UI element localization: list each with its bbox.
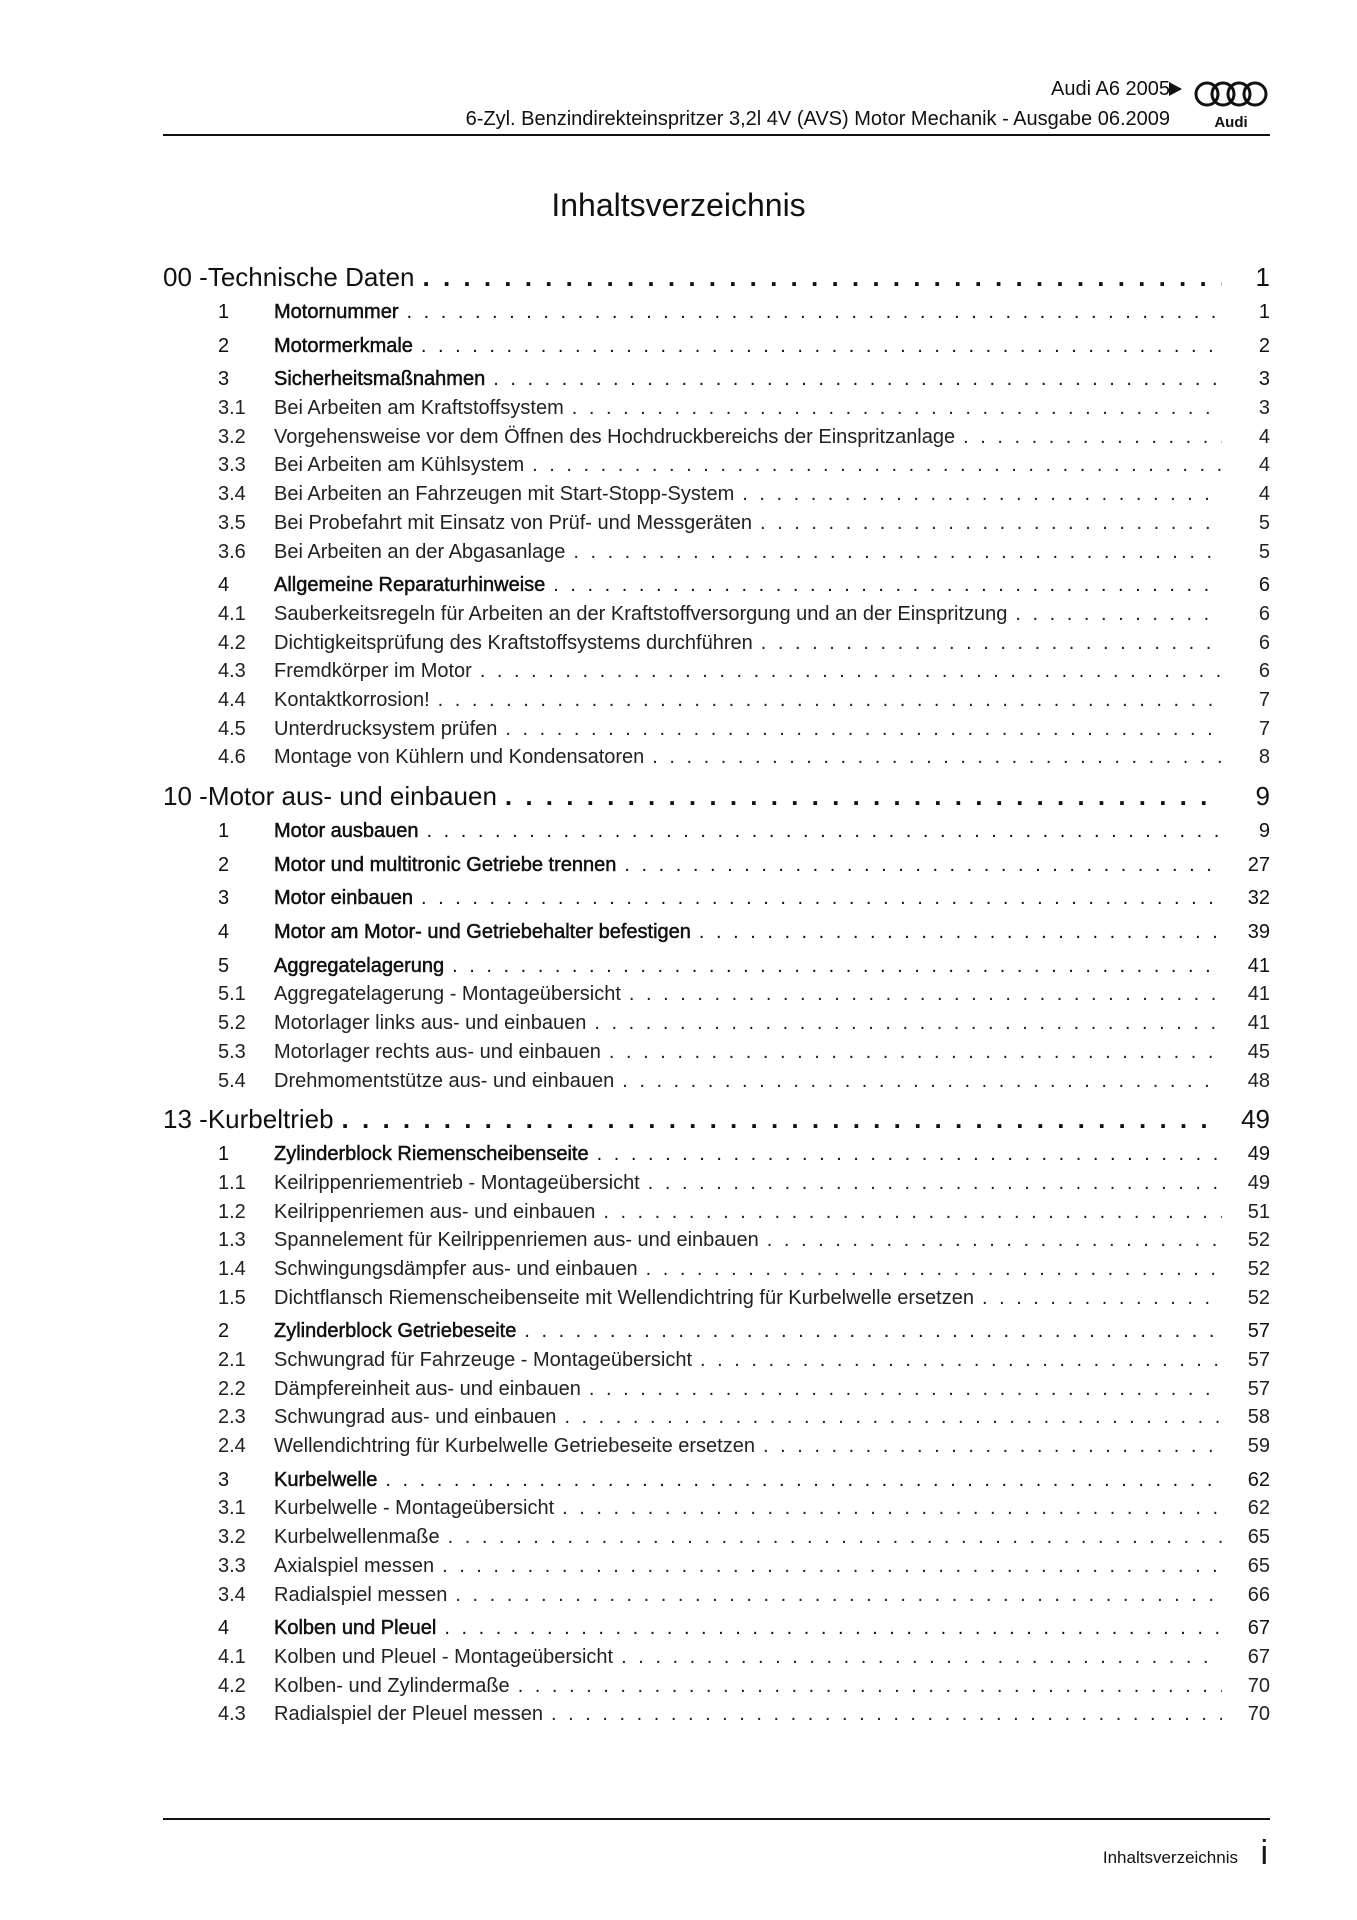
toc-entry-page: 39 — [1247, 921, 1270, 944]
toc-entry-label: Zylinderblock Getriebeseite — [274, 1320, 517, 1343]
toc-subsection-row[interactable] — [163, 1229, 1270, 1258]
toc-entry-label: Bei Arbeiten am Kraftstoffsystem — [274, 397, 564, 420]
toc-leader-dots — [442, 1555, 1222, 1578]
toc-entry-page: 27 — [1247, 853, 1270, 876]
toc-leader-dots — [648, 1172, 1222, 1195]
toc-section-row[interactable] — [163, 887, 1270, 916]
toc-section-row[interactable] — [163, 1469, 1270, 1498]
toc-entry-page: 9 — [1258, 820, 1270, 842]
toc-entry-number: 1.2 — [218, 1200, 246, 1223]
toc-entry-number: 1.5 — [218, 1286, 246, 1309]
toc-entry-number: 4 — [218, 1617, 230, 1640]
toc-chapter-row[interactable] — [163, 781, 1270, 815]
toc-entry-label: Motor aus- und einbauen — [207, 781, 497, 811]
toc-leader-dots — [564, 1406, 1222, 1429]
footer-rule — [163, 1818, 1270, 1820]
toc-entry-page: 6 — [1258, 602, 1270, 625]
toc-entry-label: Radialspiel der Pleuel messen — [274, 1703, 544, 1726]
toc-section-row[interactable] — [163, 854, 1270, 883]
toc-subsection-row[interactable] — [163, 397, 1270, 426]
toc-entry-label: Schwingungsdämpfer aus- und einbauen — [274, 1257, 638, 1280]
toc-entry-page: 1 — [1255, 262, 1270, 292]
toc-leader-dots — [963, 426, 1222, 449]
toc-subsection-row[interactable] — [163, 1526, 1270, 1555]
toc-entry-label: Aggregatelagerung - Montageübersicht — [274, 983, 621, 1006]
toc-subsection-row[interactable] — [163, 1497, 1270, 1526]
toc-entry-page: 8 — [1258, 746, 1270, 769]
toc-entry-label: Motor und multitronic Getriebe trennen — [274, 853, 617, 876]
toc-entry-label: Wellendichtring für Kurbelwelle Getriebeseite ersetzen — [274, 1435, 755, 1458]
page-footer — [163, 1818, 1270, 1872]
toc-entry-label: Sicherheitsmaßnahmen — [274, 368, 486, 391]
toc-entry-label: Motornummer — [274, 301, 399, 323]
toc-subsection-row[interactable] — [163, 1041, 1270, 1070]
toc-leader-dots — [761, 632, 1222, 655]
toc-subsection-row[interactable] — [163, 1703, 1270, 1732]
header-rule — [163, 134, 1270, 136]
toc-entry-label: Axialspiel messen — [274, 1554, 435, 1577]
toc-entry-label: Dämpfereinheit aus- und einbauen — [274, 1377, 581, 1400]
toc-entry-number: 3 — [218, 1468, 230, 1491]
table-of-contents — [163, 262, 1270, 1732]
toc-subsection-row[interactable] — [163, 541, 1270, 570]
toc-subsection-row[interactable] — [163, 1584, 1270, 1613]
toc-entry-number: 3.4 — [218, 1583, 246, 1606]
toc-entry-page: 49 — [1247, 1143, 1270, 1166]
toc-entry-number: 5.2 — [218, 1012, 246, 1035]
toc-entry-page: 58 — [1247, 1406, 1270, 1429]
audi-logo-icon — [1192, 80, 1270, 132]
toc-entry-label: Montage von Kühlern und Kondensatoren — [274, 746, 645, 769]
footer-section-name: Inhaltsverzeichnis — [1102, 1848, 1238, 1867]
toc-entry-page: 6 — [1258, 660, 1270, 683]
toc-entry-page: 7 — [1258, 688, 1270, 711]
toc-entry-number: 2 — [218, 1320, 230, 1343]
toc-leader-dots — [406, 301, 1222, 324]
toc-entry-number: 1 — [218, 820, 230, 842]
toc-entry-label: Unterdrucksystem prüfen — [274, 717, 498, 740]
toc-entry-number: 2.2 — [218, 1377, 246, 1400]
toc-leader-dots — [652, 746, 1222, 769]
toc-entry-number: 5.3 — [218, 1040, 246, 1063]
toc-entry-label: Kolben und Pleuel — [274, 1617, 437, 1640]
toc-entry-label: Aggregatelagerung — [274, 954, 445, 977]
toc-entry-label: Motorlager rechts aus- und einbauen — [274, 1040, 601, 1063]
toc-entry-page: 67 — [1247, 1645, 1270, 1668]
toc-subsection-row[interactable] — [163, 1378, 1270, 1407]
toc-section-row[interactable] — [163, 368, 1270, 397]
toc-entry-page: 1 — [1258, 301, 1270, 323]
toc-leader-dots — [452, 955, 1222, 978]
toc-leader-dots — [385, 1469, 1222, 1492]
toc-entry-label: Keilrippenriementrieb - Montageübersicht — [274, 1171, 640, 1194]
toc-entry-number: 4.2 — [218, 631, 246, 654]
toc-subsection-row[interactable] — [163, 483, 1270, 512]
toc-entry-label: Motor am Motor- und Getriebehalter befestigen — [274, 921, 691, 944]
toc-entry-label: Kurbelwelle - Montageübersicht — [274, 1497, 555, 1520]
toc-entry-number: 3.3 — [218, 1554, 246, 1577]
toc-entry-label: Bei Arbeiten am Kühlsystem — [274, 454, 525, 477]
toc-entry-label: Schwungrad für Fahrzeuge - Montageübersicht — [274, 1349, 693, 1371]
toc-entry-page: 49 — [1247, 1171, 1270, 1194]
toc-entry-page: 41 — [1247, 1012, 1270, 1035]
arrow-right-icon — [1169, 82, 1182, 96]
toc-entry-number: 3.2 — [218, 425, 246, 448]
toc-leader-dots — [423, 262, 1223, 293]
toc-leader-dots — [551, 1703, 1222, 1726]
toc-subsection-row[interactable] — [163, 1287, 1270, 1316]
toc-subsection-row[interactable] — [163, 1012, 1270, 1041]
toc-entry-number: 5.4 — [218, 1069, 246, 1092]
toc-entry-number: 2 — [218, 334, 230, 357]
toc-entry-label: Motorlager links aus- und einbauen — [274, 1012, 587, 1035]
toc-leader-dots — [629, 983, 1222, 1006]
toc-entry-page: 49 — [1241, 1104, 1270, 1135]
toc-entry-page: 52 — [1247, 1286, 1270, 1309]
toc-subsection-row[interactable] — [163, 1258, 1270, 1287]
toc-entry-page: 52 — [1247, 1257, 1270, 1280]
toc-entry-label: Fremdkörper im Motor — [274, 660, 472, 683]
toc-subsection-row[interactable] — [163, 512, 1270, 541]
toc-entry-page: 70 — [1247, 1674, 1270, 1697]
toc-entry-number: 3 — [218, 887, 230, 910]
toc-subsection-row[interactable] — [163, 718, 1270, 747]
toc-leader-dots — [505, 718, 1222, 741]
toc-entry-page: 59 — [1247, 1435, 1270, 1458]
toc-subsection-row[interactable] — [163, 426, 1270, 455]
toc-entry-number: 2 — [218, 853, 230, 876]
header-model: Audi A6 2005 — [1051, 78, 1170, 100]
page-header — [163, 78, 1270, 136]
toc-leader-dots — [532, 454, 1222, 477]
toc-leader-dots — [342, 1104, 1222, 1135]
toc-subsection-row[interactable] — [163, 1646, 1270, 1675]
toc-entry-page: 7 — [1258, 717, 1270, 740]
toc-entry-page: 6 — [1258, 631, 1270, 654]
toc-entry-label: Kolben- und Zylindermaße — [274, 1674, 510, 1697]
toc-entry-number: 4 — [218, 921, 230, 944]
toc-leader-dots — [622, 1070, 1222, 1093]
toc-entry-label: Bei Arbeiten an Fahrzeugen mit Start-Stopp-System — [274, 483, 735, 506]
toc-leader-dots — [444, 1617, 1222, 1640]
toc-entry-label: Bei Arbeiten an der Abgasanlage — [274, 540, 566, 563]
toc-subsection-row[interactable] — [163, 603, 1270, 632]
toc-entry-label: Schwungrad aus- und einbauen — [274, 1406, 557, 1429]
toc-entry-label: Kurbelwelle — [274, 1468, 378, 1491]
toc-entry-number: 2.4 — [218, 1435, 246, 1458]
toc-entry-label: Sauberkeitsregeln für Arbeiten an der Kraftstoffversorgung und an der Einspritzung — [274, 602, 1008, 625]
toc-entry-number: 00 - — [163, 262, 208, 292]
toc-leader-dots — [760, 512, 1222, 535]
toc-subsection-row[interactable] — [163, 632, 1270, 661]
toc-leader-dots — [493, 368, 1222, 391]
toc-entry-label: Vorgehensweise vor dem Öffnen des Hochdruckbereichs der Einspritzanlage — [274, 425, 956, 448]
toc-chapter-row[interactable] — [163, 1104, 1270, 1138]
toc-entry-number: 1 — [218, 1143, 230, 1166]
toc-entry-number: 4.3 — [218, 1703, 246, 1726]
toc-leader-dots — [699, 921, 1222, 944]
toc-entry-number: 4.4 — [218, 688, 246, 711]
toc-leader-dots — [624, 854, 1222, 877]
toc-entry-page: 57 — [1247, 1377, 1270, 1400]
toc-entry-page: 57 — [1247, 1320, 1270, 1343]
toc-section-row[interactable] — [163, 574, 1270, 603]
toc-entry-page: 67 — [1247, 1617, 1270, 1640]
toc-entry-page: 9 — [1255, 781, 1270, 811]
toc-entry-label: Bei Probefahrt mit Einsatz von Prüf- und Messgeräten — [274, 511, 753, 534]
toc-entry-label: Allgemeine Reparaturhinweise — [274, 574, 546, 597]
toc-entry-page: 52 — [1247, 1229, 1270, 1252]
toc-subsection-row[interactable] — [163, 454, 1270, 483]
toc-entry-number: 3.6 — [218, 540, 246, 563]
toc-entry-label: Zylinderblock Riemenscheibenseite — [274, 1143, 589, 1166]
toc-entry-number: 3 — [218, 368, 230, 391]
toc-entry-number: 3.1 — [218, 1497, 246, 1520]
toc-entry-number: 10 - — [163, 781, 208, 811]
toc-leader-dots — [700, 1349, 1222, 1372]
toc-leader-dots — [505, 781, 1222, 812]
toc-entry-label: Kolben und Pleuel - Montageübersicht — [274, 1645, 614, 1668]
toc-entry-page: 70 — [1247, 1703, 1270, 1726]
toc-section-row[interactable] — [163, 820, 1270, 849]
toc-entry-page: 4 — [1258, 425, 1270, 448]
toc-entry-page: 4 — [1258, 483, 1270, 506]
toc-leader-dots — [572, 397, 1222, 420]
toc-entry-page: 2 — [1258, 334, 1270, 357]
toc-leader-dots — [621, 1646, 1222, 1669]
toc-entry-page: 3 — [1258, 368, 1270, 391]
toc-leader-dots — [763, 1435, 1222, 1458]
toc-subsection-row[interactable] — [163, 1070, 1270, 1099]
toc-section-row[interactable] — [163, 921, 1270, 950]
toc-subsection-row[interactable] — [163, 1349, 1270, 1378]
toc-leader-dots — [1015, 603, 1222, 626]
toc-leader-dots — [767, 1229, 1222, 1252]
toc-section-row[interactable] — [163, 1320, 1270, 1349]
toc-entry-page: 51 — [1247, 1200, 1270, 1223]
toc-entry-number: 1.1 — [218, 1171, 246, 1194]
toc-entry-number: 3.5 — [218, 511, 246, 534]
toc-entry-page: 62 — [1247, 1497, 1270, 1520]
toc-leader-dots — [597, 1143, 1222, 1166]
toc-entry-page: 5 — [1258, 511, 1270, 534]
toc-entry-number: 1 — [218, 301, 230, 323]
toc-entry-number: 5.1 — [218, 983, 246, 1006]
toc-entry-label: Kurbeltrieb — [207, 1104, 334, 1135]
toc-leader-dots — [480, 660, 1222, 683]
toc-leader-dots — [742, 483, 1222, 506]
page-title: Inhaltsverzeichnis — [551, 187, 806, 223]
toc-subsection-row[interactable] — [163, 1435, 1270, 1464]
toc-entry-number: 13 - — [163, 1104, 208, 1135]
toc-entry-number: 4.5 — [218, 717, 246, 740]
toc-entry-number: 1.3 — [218, 1229, 246, 1252]
toc-entry-label: Drehmomentstütze aus- und einbauen — [274, 1069, 615, 1092]
toc-entry-number: 3.1 — [218, 397, 246, 420]
toc-leader-dots — [421, 887, 1222, 910]
toc-subsection-row[interactable] — [163, 1172, 1270, 1201]
toc-leader-dots — [427, 820, 1222, 843]
toc-leader-dots — [448, 1526, 1222, 1549]
toc-entry-page: 66 — [1247, 1583, 1270, 1606]
toc-subsection-row[interactable] — [163, 746, 1270, 775]
toc-entry-label: Motor einbauen — [274, 887, 413, 910]
toc-entry-number: 3.2 — [218, 1526, 246, 1549]
toc-entry-label: Motormerkmale — [274, 334, 413, 357]
toc-entry-label: Dichtflansch Riemenscheibenseite mit Wellendichtring für Kurbelwelle ersetzen — [274, 1286, 974, 1309]
toc-entry-number: 4.6 — [218, 746, 246, 769]
toc-entry-number: 4.1 — [218, 1645, 246, 1668]
toc-section-row[interactable] — [163, 1617, 1270, 1646]
toc-leader-dots — [589, 1378, 1222, 1401]
toc-entry-page: 45 — [1247, 1040, 1270, 1063]
toc-subsection-row[interactable] — [163, 689, 1270, 718]
toc-entry-page: 41 — [1247, 954, 1270, 977]
toc-entry-page: 41 — [1247, 983, 1270, 1006]
toc-entry-label: Keilrippenriemen aus- und einbauen — [274, 1200, 596, 1223]
toc-entry-page: 65 — [1247, 1526, 1270, 1549]
toc-entry-number: 5 — [218, 954, 230, 977]
toc-entry-number: 1.4 — [218, 1257, 246, 1280]
toc-entry-number: 2.3 — [218, 1406, 246, 1429]
toc-section-row[interactable] — [163, 301, 1270, 330]
toc-entry-number: 3.3 — [218, 454, 246, 477]
toc-entry-number: 3.4 — [218, 483, 246, 506]
toc-leader-dots — [603, 1201, 1222, 1224]
toc-entry-label: Kurbelwellenmaße — [274, 1526, 440, 1549]
toc-subsection-row[interactable] — [163, 1406, 1270, 1435]
toc-leader-dots — [562, 1497, 1222, 1520]
toc-entry-page: 6 — [1258, 574, 1270, 597]
toc-entry-label: Dichtigkeitsprüfung des Kraftstoffsystems durchführen — [274, 631, 753, 654]
toc-entry-label: Spannelement für Keilrippenriemen aus- und einbauen — [274, 1229, 759, 1252]
toc-subsection-row[interactable] — [163, 1555, 1270, 1584]
toc-entry-label: Radialspiel messen — [274, 1583, 448, 1606]
toc-entry-number: 4.2 — [218, 1674, 246, 1697]
toc-entry-number: 4.3 — [218, 660, 246, 683]
toc-leader-dots — [982, 1287, 1222, 1310]
toc-section-row[interactable] — [163, 1143, 1270, 1172]
toc-subsection-row[interactable] — [163, 660, 1270, 689]
audi-logo-text: Audi — [1214, 114, 1248, 131]
toc-entry-label: Kontaktkorrosion! — [274, 688, 430, 711]
toc-entry-number: 2.1 — [218, 1349, 246, 1371]
footer-page-number: i — [1260, 1834, 1268, 1872]
toc-entry-page: 5 — [1258, 540, 1270, 563]
toc-entry-page: 62 — [1247, 1468, 1270, 1491]
toc-leader-dots — [438, 689, 1222, 712]
toc-section-row[interactable] — [163, 955, 1270, 984]
toc-entry-label: Technische Daten — [207, 262, 415, 292]
toc-section-row[interactable] — [163, 335, 1270, 364]
toc-entry-page: 48 — [1247, 1069, 1270, 1092]
toc-leader-dots — [421, 335, 1222, 358]
toc-entry-page: 32 — [1247, 887, 1270, 910]
toc-subsection-row[interactable] — [163, 983, 1270, 1012]
toc-entry-number: 4 — [218, 574, 230, 597]
toc-leader-dots — [594, 1012, 1222, 1035]
toc-leader-dots — [518, 1675, 1222, 1698]
toc-leader-dots — [573, 541, 1222, 564]
toc-leader-dots — [553, 574, 1222, 597]
toc-leader-dots — [609, 1041, 1222, 1064]
toc-entry-number: 4.1 — [218, 602, 246, 625]
toc-subsection-row[interactable] — [163, 1675, 1270, 1704]
toc-entry-page: 57 — [1247, 1349, 1270, 1371]
toc-leader-dots — [455, 1584, 1222, 1607]
toc-entry-page: 3 — [1258, 397, 1270, 420]
toc-subsection-row[interactable] — [163, 1201, 1270, 1230]
toc-leader-dots — [646, 1258, 1222, 1281]
toc-entry-page: 65 — [1247, 1554, 1270, 1577]
toc-leader-dots — [524, 1320, 1222, 1343]
header-subtitle: 6-Zyl. Benzindirekteinspritzer 3,2l 4V (AVS) Motor Mechanik - Ausgabe 06.2009 — [465, 108, 1170, 130]
toc-entry-label: Motor ausbauen — [274, 820, 419, 842]
toc-chapter-row[interactable] — [163, 262, 1270, 296]
toc-entry-page: 4 — [1258, 454, 1270, 477]
